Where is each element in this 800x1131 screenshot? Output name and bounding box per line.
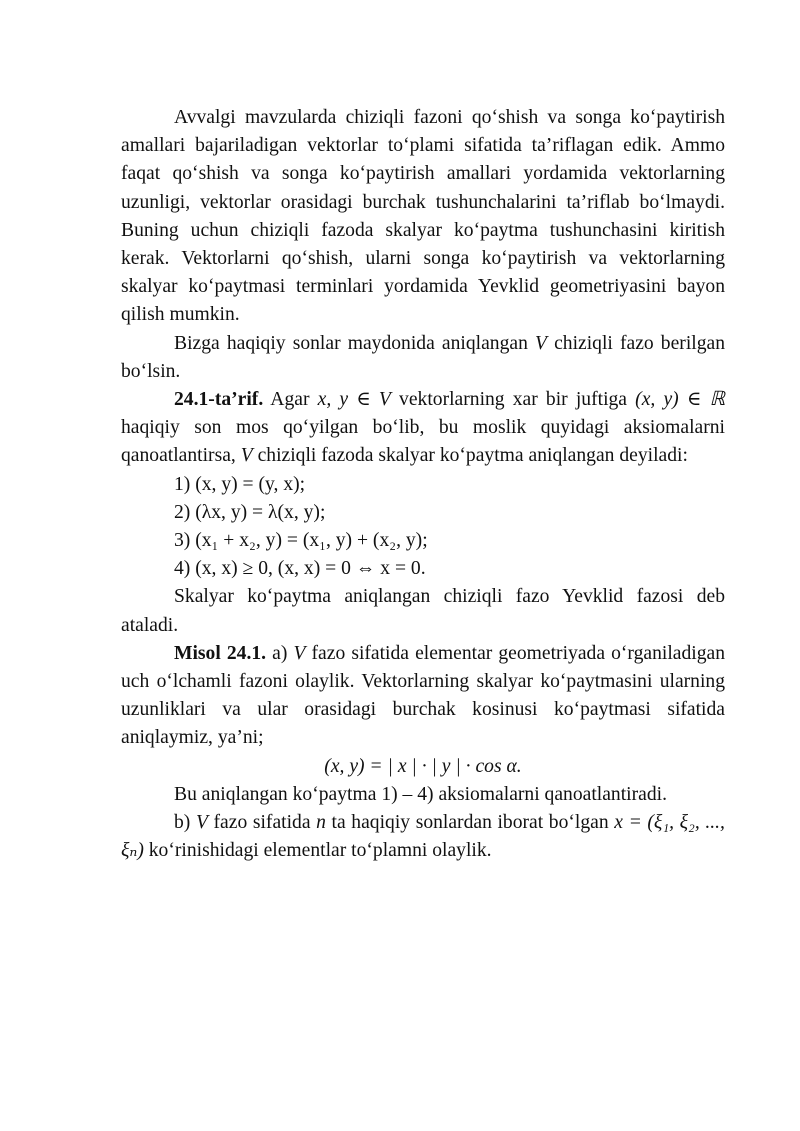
- intro-paragraph: Avvalgi mavzularda chiziqli fazoni qo‘shish va songa ko‘paytirish amallari bajariladigan vektorlar to‘plami sifatida ta’riflagan edik. Ammo faqat qo‘shish va songa ko‘paytirish amallari yordamida vektorlarning uzunligi, vektorlar orasidagi burchak tushunchalarini ta’riflab bo‘lmaydi. Buning uchun chiziqli fazoda skalyar ko‘paytma tushunchasini kiritish kerak. Vektorlarni qo‘shish, ularni songa ko‘paytirish va vektorlarning skalyar ko‘paytmasi terminlari yordamida Yevklid geometriyasini bayon qilish mumkin.: [121, 107, 725, 326]
- xy-in-r: (x, y) ∈ ℝ: [635, 389, 726, 411]
- axiom-4: 4) (x, x) ≥ 0, (x, x) = 0 ⇔ x = 0.: [174, 558, 426, 580]
- scalar-product-formula: [121, 753, 725, 781]
- example-text-a: a): [266, 642, 294, 664]
- space-text-a: Bizga haqiqiy sonlar maydonida aniqlangan: [174, 332, 535, 354]
- axiom-1: 1) (x, y) = (y, x);: [174, 473, 306, 495]
- example-b-text-d: ko‘rinishidagi elementlar to‘plamni olaylik.: [143, 840, 492, 862]
- definition-label: 24.1-ta’rif.: [174, 389, 264, 411]
- space-text-b: chiziqli fazo berilgan bo‘lsin.: [121, 332, 726, 382]
- example-text-b: fazo sifatida elementar geometriyada o‘rganiladigan uch o‘lchamli fazoni olaylik. Vektorlarning skalyar ko‘paytmasini ularning uzunliklari va ular orasidagi burchak kosinusi ko‘paytmasi sifatida aniqlaymiz, ya’ni;: [121, 642, 725, 749]
- xy-in-v: x, y ∈ V: [317, 389, 391, 411]
- example-b-text-a: b): [174, 812, 196, 834]
- axiom-3: 3) (x₁ + x₂, y) = (x₁, y) + (x₂, y);: [174, 530, 428, 552]
- n-symbol: n: [316, 812, 326, 834]
- example-b-text-b: fazo sifatida: [207, 812, 317, 834]
- definition-text-b: vektorlarning xar bir juftiga: [390, 389, 636, 411]
- euclid-paragraph: Skalyar ko‘paytma aniqlangan chiziqli fazo Yevklid fazosi deb ataladi.: [121, 586, 725, 636]
- example-b-space-symbol: V: [195, 812, 208, 834]
- example-paragraph: [121, 640, 725, 753]
- definition-paragraph: [121, 386, 725, 471]
- axiom-2: 2) (λx, y) = λ(x, y);: [174, 501, 326, 523]
- example-b-paragraph: [121, 809, 725, 865]
- definition-space-symbol: V: [240, 445, 253, 467]
- space-symbol: V: [535, 332, 547, 354]
- example-b-text-c: ta haqiqiy sonlardan iborat bo‘lgan: [325, 812, 615, 834]
- satisfies-paragraph: Bu aniqlangan ko‘paytma 1) – 4) aksiomalarni qanoatlantiradi.: [174, 783, 667, 805]
- definition-text-a: Agar: [263, 389, 318, 411]
- example-label: Misol 24.1.: [174, 642, 267, 664]
- space-paragraph: [121, 330, 725, 386]
- definition-text-c: haqiqiy son mos qo‘yilgan bo‘lib, bu moslik quyidagi aksiomalarni qanoatlantirsa,: [121, 417, 725, 467]
- text-body: [121, 104, 725, 865]
- formula-text: (x, y) = | x | · | y | · cos α.: [324, 755, 522, 777]
- x-tuple: x = (ξ₁, ξ₂, ..., ξₙ): [121, 812, 725, 862]
- example-space-symbol: V: [293, 642, 306, 664]
- definition-text-d: chiziqli fazoda skalyar ko‘paytma aniqlangan deyiladi:: [252, 445, 688, 467]
